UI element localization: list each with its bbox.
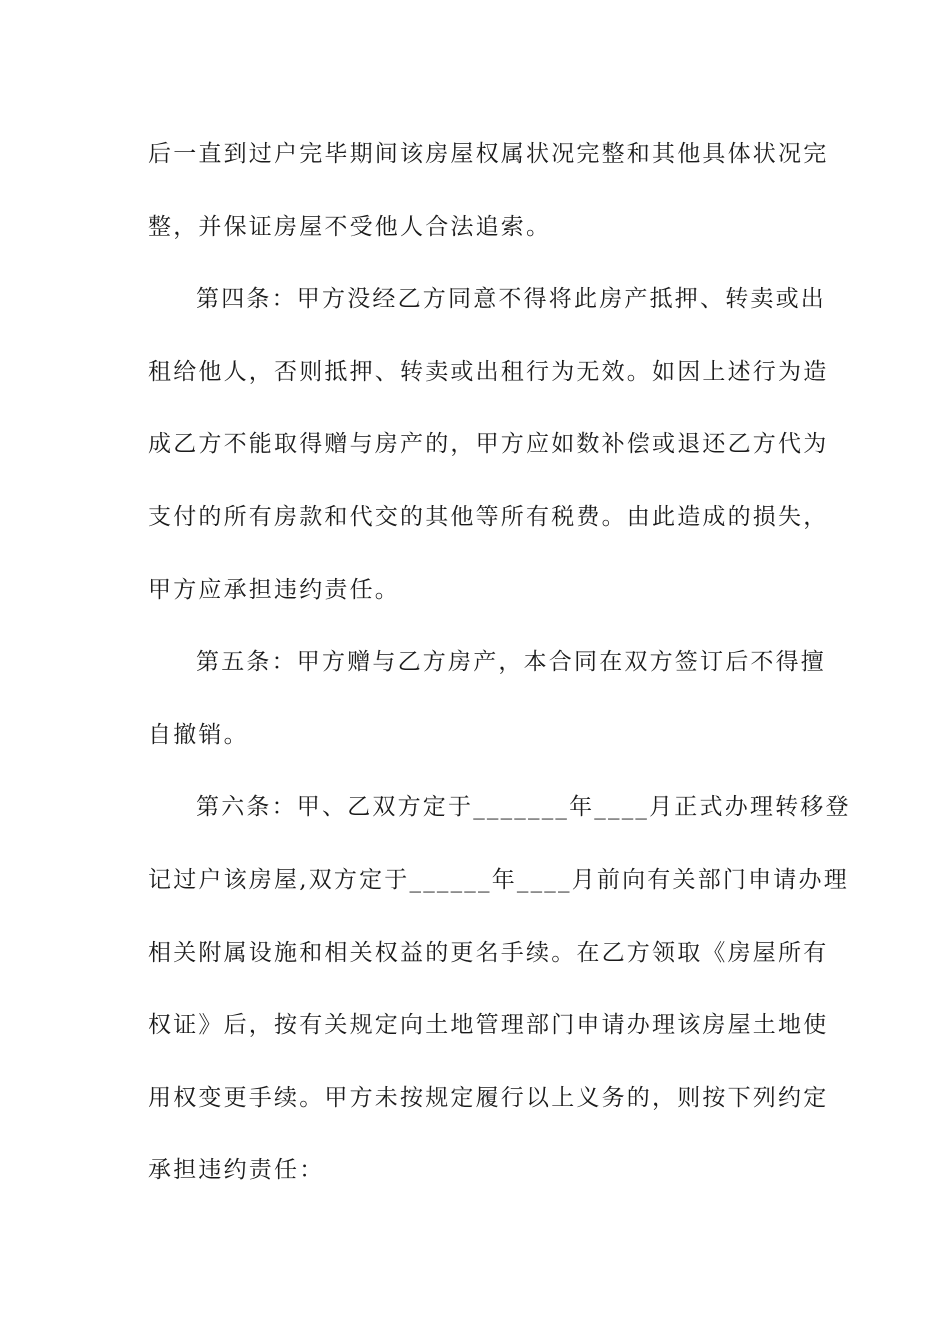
article-6-first-line: 第六条：甲、乙双方定于_______年____月正式办理转移登	[196, 794, 851, 821]
text-line-15: 承担违约责任：	[148, 1157, 325, 1184]
text-line-9: 自撤销。	[148, 721, 249, 748]
article-5-first-line: 第五条：甲方赠与乙方房产，本合同在双方签订后不得擅	[196, 649, 826, 676]
article-4-first-line: 第四条：甲方没经乙方同意不得将此房产抵押、转卖或出	[196, 286, 826, 313]
text-line-12: 相关附属设施和相关权益的更名手续。在乙方领取《房屋所有	[148, 939, 829, 966]
document-body	[148, 126, 851, 1215]
text-line-11: 记过户该房屋,双方定于______年____月前向有关部门申请办理	[148, 866, 849, 893]
text-line-6: 支付的所有房款和代交的其他等所有税费。由此造成的损失，	[148, 503, 829, 530]
text-line-5: 成乙方不能取得赠与房产的，甲方应如数补偿或退还乙方代为	[148, 431, 829, 458]
text-line-2: 整，并保证房屋不受他人合法追索。	[148, 213, 552, 240]
text-line-7: 甲方应承担违约责任。	[148, 576, 400, 603]
text-line-13: 权证》后，按有关规定向土地管理部门申请办理该房屋土地使	[148, 1012, 829, 1039]
text-line-1: 后一直到过户完毕期间该房屋权属状况完整和其他具体状况完	[148, 141, 829, 167]
text-line-14: 用权变更手续。甲方未按规定履行以上义务的，则按下列约定	[148, 1084, 829, 1111]
text-line-4: 租给他人，否则抵押、转卖或出租行为无效。如因上述行为造	[148, 358, 829, 385]
